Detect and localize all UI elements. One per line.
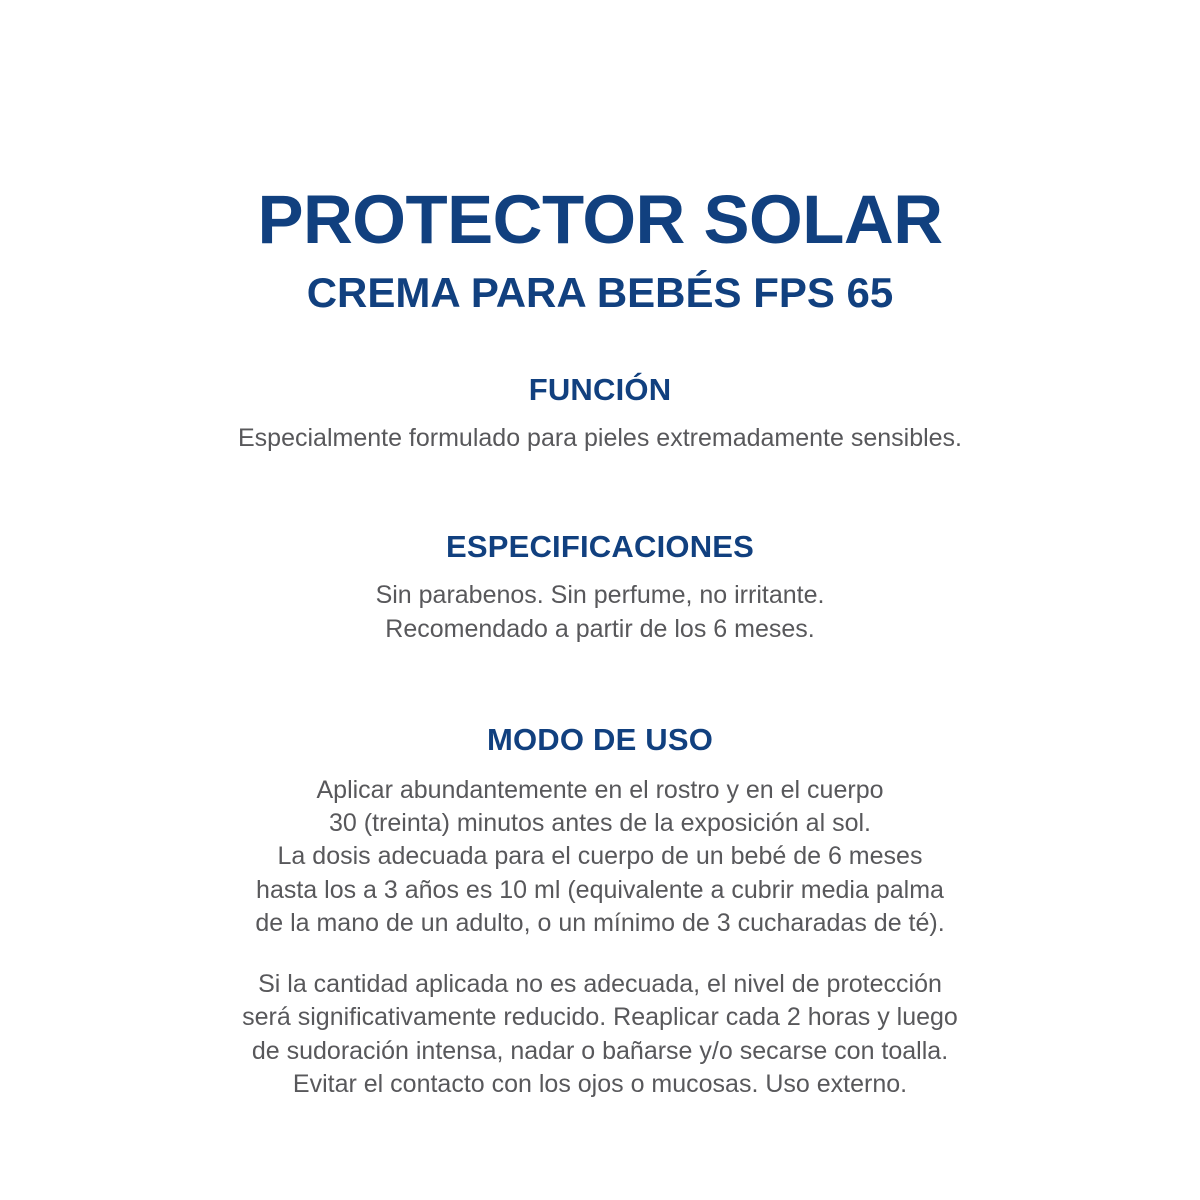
section-text-especificaciones: Sin parabenos. Sin perfume, no irritante. Recomendado a partir de los 6 meses. — [375, 581, 825, 643]
section-heading-funcion: FUNCIÓN — [528, 372, 672, 407]
section-text-modo-de-uso-1: Aplicar abundantemente en el rostro y en el cuerpo 30 (treinta) minutos antes de la exposición al sol. La dosis adecuada para el cuerpo de un bebé de 6 meses hasta los a 3 años es 10 ml (equivalente a cubrir media palma de la mano de un adulto, o un mínimo de 3 cucharadas de té). — [255, 775, 945, 937]
section-modo-de-uso — [95, 722, 1105, 1101]
page-subtitle: CREMA PARA BEBÉS FPS 65 — [306, 269, 894, 316]
section-heading-especificaciones: ESPECIFICACIONES — [445, 529, 755, 565]
section-text-funcion: Especialmente formulado para pieles extremadamente sensibles. — [238, 424, 962, 452]
section-especificaciones — [95, 529, 1105, 646]
section-heading-modo-de-uso: MODO DE USO — [486, 721, 714, 757]
section-funcion — [95, 372, 1105, 455]
section-text-modo-de-uso-2: Si la cantidad aplicada no es adecuada, el nivel de protección será significativamente reducido. Reaplicar cada 2 horas y luego de sudoración intensa, nadar o bañarse y/o secarse con toalla. Evitar el contacto con los ojos o mucosas. Uso externo. — [242, 970, 958, 1098]
page-title: PROTECTOR SOLAR — [257, 181, 943, 258]
